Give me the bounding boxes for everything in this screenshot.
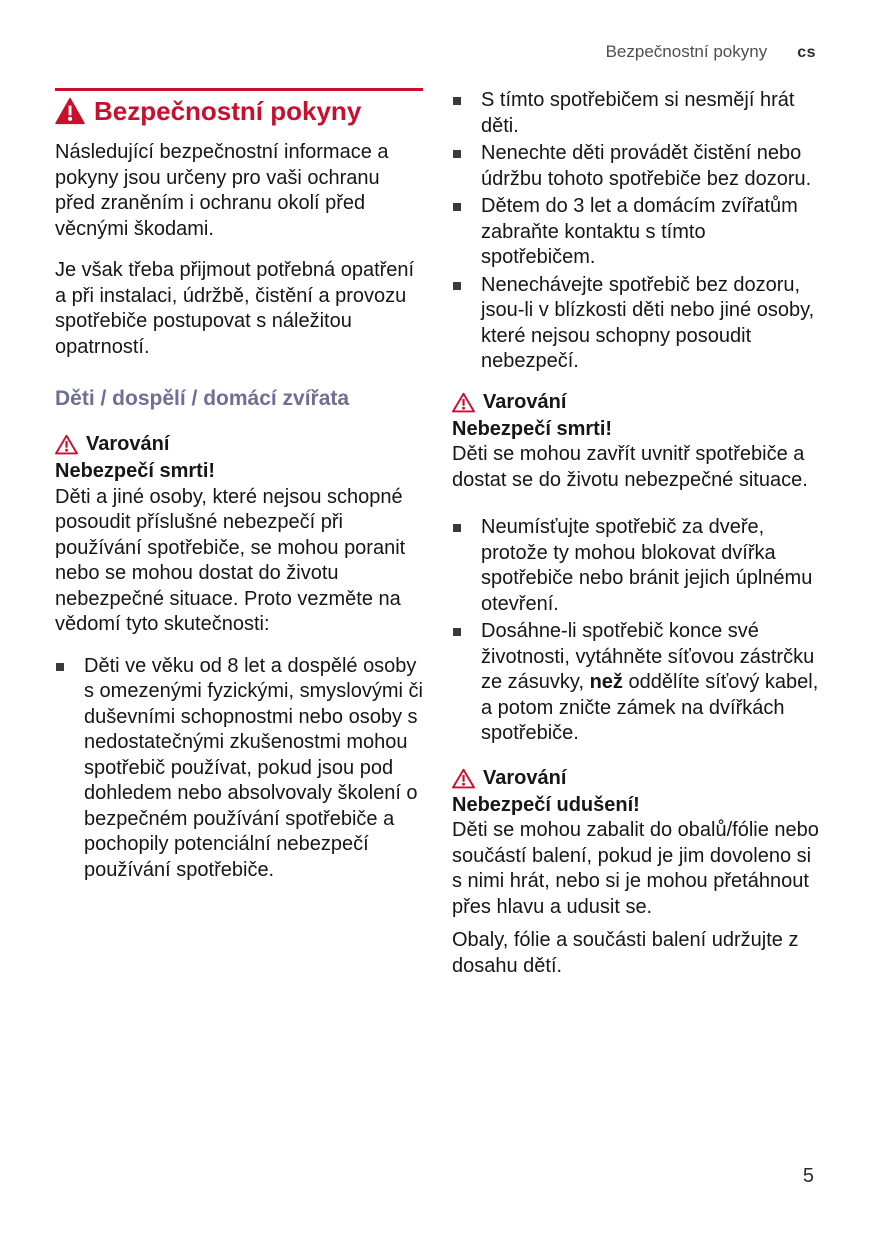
page-header [0,42,816,62]
bullet-marker [453,150,461,158]
list-item-text: Děti ve věku od 8 let a dospělé osoby s omezenými fyzickými, smyslovými či duševními schopnostmi nebo osoby s nedostatečnými zkušenostmi mohou spotřebič používat, pokud jsou pod dohledem nebo absolvovaly školení o bezpečném používání spotřebiče a pochopily potenciální nebezpečí používání spotřebiče. [84,654,423,881]
warning-body: Děti se mohou zavřít uvnitř spotřebiče a dostat se do životu nebezpečné situace. [452,443,808,491]
list-item-text-bold: než [589,671,623,693]
list-item [452,619,824,747]
warning-triangle-icon [452,392,475,413]
warning-subtitle: Nebezpečí udušení! [452,793,640,816]
chapter-heading [55,96,423,126]
warning-triangle-icon [55,97,85,125]
list-item-text: S tímto spotřebičem si nesmějí hrát děti. [481,89,795,137]
warning-title-row [452,767,824,790]
right-column [452,88,824,995]
bullet-marker [453,628,461,636]
bullet-marker [453,203,461,211]
warning-triangle-icon [452,768,475,789]
list-item [452,141,824,192]
bullet-list [55,654,423,884]
warning-block-death [452,391,824,494]
intro-paragraph: Je však třeba přijmout potřebná opatření a při instalaci, údržbě, čistění a provozu spotřebiče postupovat s náležitou opatrností. [55,259,415,358]
language-code: cs [797,44,816,61]
warning-block-death [55,433,423,638]
list-item-text: Nenechte děti provádět čistění nebo údržbu tohoto spotřebiče bez dozoru. [481,142,812,190]
warning-title-row [55,433,423,456]
warning-title-row [452,391,824,414]
list-item [55,654,423,884]
warning-body: Děti se mohou zabalit do obalů/fólie nebo součástí balení, pokud je jim dovoleno si s nimi hrát, nebo si je mohou přetáhnout přes hlavu a udusit se. [452,819,819,918]
list-item [452,515,824,617]
chapter-rule [55,88,423,91]
warning-subtitle: Nebezpečí smrti! [55,460,216,482]
list-item [452,273,824,375]
warning-label: Varování [483,766,567,789]
list-item-text-post: oddělíte síťový kabel, a potom zničte zámek na dvířkách spotřebiče. [481,671,819,744]
list-item-text: Neumísťujte spotřebič za dveře, protože ty mohou blokovat dvířka spotřebiče nebo bránit jejich úplnému otevření. [481,516,813,615]
bullet-marker [56,663,64,671]
bullet-list [452,88,824,375]
warning-label: Varování [483,390,567,413]
warning-block-suffocation [452,767,824,980]
warning-label: Varování [86,433,170,455]
section-heading: Děti / dospělí / domácí zvířata [55,387,350,410]
list-item-text: Nenechávejte spotřebič bez dozoru, jsou-li v blízkosti děti nebo jiné osoby, které nejsou schopny posoudit nebezpečí. [481,273,815,372]
warning-triangle-icon [55,434,78,455]
bullet-marker [453,282,461,290]
warning-body: Obaly, fólie a součásti balení udržujte z dosahu dětí. [452,929,799,977]
bullet-marker [453,524,461,532]
list-item-text [481,619,824,747]
bullet-list [452,515,824,747]
intro-paragraph: Následující bezpečnostní informace a pokyny jsou určeny pro vaši ochranu před zraněním i ochranu okolí před věcnými škodami. [55,141,389,240]
list-item [452,194,824,271]
left-column [55,88,423,899]
page-number: 5 [802,1165,814,1187]
page-title: Bezpečnostní pokyny [94,96,362,126]
list-item-text: Dětem do 3 let a domácím zvířatům zabraňte kontaktu s tímto spotřebičem. [481,195,798,268]
bullet-marker [453,97,461,105]
warning-body: Děti a jiné osoby, které nejsou schopné posoudit příslušné nebezpečí při používání spotřebiče, se mohou poranit nebo se mohou dostat do životu nebezpečné situace. Proto vezměte na vědomí tyto skutečnosti: [55,485,406,635]
list-item [452,88,824,139]
list-item-text-pre: Dosáhne-li spotřebič konce své životnosti, vytáhněte síťovou zástrčku ze zásuvky, [481,620,815,693]
running-header-title: Bezpečnostní pokyny [605,42,768,61]
warning-subtitle: Nebezpečí smrti! [452,417,613,440]
